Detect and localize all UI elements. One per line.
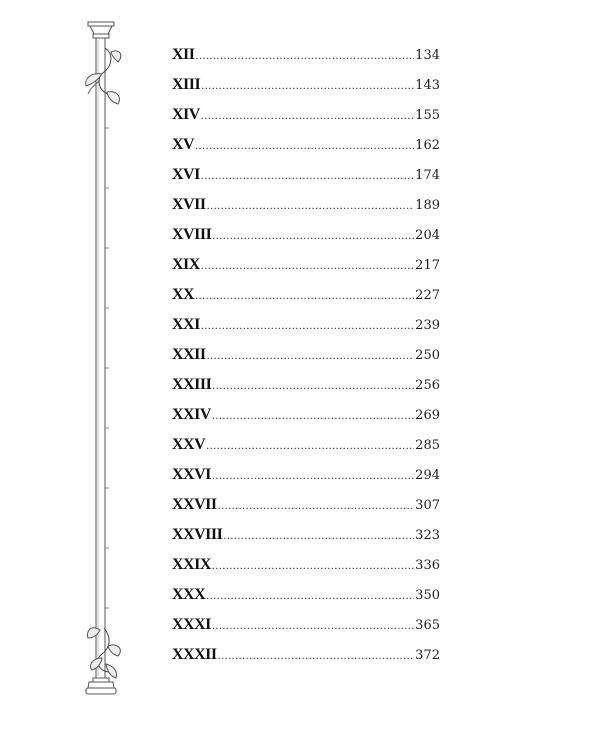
toc-entry[interactable] (172, 346, 440, 376)
vine-column-icon (78, 18, 134, 708)
dot-leader (218, 498, 415, 513)
chapter-number: XXII (172, 346, 206, 363)
dot-leader (195, 288, 414, 303)
dot-leader (212, 558, 414, 573)
chapter-number: XV (172, 136, 195, 153)
toc-entry[interactable] (172, 316, 440, 346)
page-number: 350 (415, 588, 440, 603)
page-number: 285 (415, 438, 440, 453)
chapter-number: XXIV (172, 406, 211, 423)
dot-leader (201, 258, 414, 273)
page-number: 204 (415, 228, 440, 243)
page-number: 336 (415, 558, 440, 573)
page-number: 189 (415, 198, 440, 213)
toc-entry[interactable] (172, 256, 440, 286)
page-number: 294 (415, 468, 440, 483)
chapter-number: XXVI (172, 466, 211, 483)
toc-entry[interactable] (172, 376, 440, 406)
toc-entry[interactable] (172, 436, 440, 466)
chapter-number: XII (172, 46, 195, 63)
dot-leader (201, 78, 414, 93)
chapter-number: XIV (172, 106, 200, 123)
toc-entry[interactable] (172, 166, 440, 196)
page-number: 227 (415, 288, 440, 303)
chapter-number: XXV (172, 436, 206, 453)
toc-entry[interactable] (172, 286, 440, 316)
page-number: 162 (415, 138, 440, 153)
dot-leader (207, 348, 415, 363)
chapter-number: XIX (172, 256, 200, 273)
chapter-number: XXX (172, 586, 206, 603)
page-number: 365 (415, 618, 440, 633)
chapter-number: XXIX (172, 556, 211, 573)
dot-leader (223, 528, 414, 543)
page-number: 323 (415, 528, 440, 543)
chapter-number: XXXI (172, 616, 211, 633)
page-number: 269 (415, 408, 440, 423)
chapter-number: XIII (172, 76, 201, 93)
toc-entry[interactable] (172, 46, 440, 76)
chapter-number: XXVIII (172, 526, 223, 543)
chapter-number: XVII (172, 196, 206, 213)
page-number: 134 (415, 48, 440, 63)
toc-entry[interactable] (172, 646, 440, 676)
page-number: 155 (415, 108, 440, 123)
chapter-number: XVIII (172, 226, 212, 243)
toc-entry[interactable] (172, 556, 440, 586)
dot-leader (212, 618, 414, 633)
toc-entry[interactable] (172, 616, 440, 646)
page-number: 217 (415, 258, 440, 273)
dot-leader (207, 198, 415, 213)
chapter-number: XX (172, 286, 195, 303)
toc-entry[interactable] (172, 466, 440, 496)
chapter-number: XVI (172, 166, 200, 183)
page-number: 174 (415, 168, 440, 183)
dot-leader (201, 108, 414, 123)
chapter-number: XXI (172, 316, 200, 333)
toc-entry[interactable] (172, 136, 440, 166)
toc-entry[interactable] (172, 106, 440, 136)
dot-leader (196, 48, 415, 63)
table-of-contents (172, 46, 440, 676)
dot-leader (212, 408, 414, 423)
dot-leader (195, 138, 414, 153)
page-number: 307 (415, 498, 440, 513)
chapter-number: XXIII (172, 376, 212, 393)
page-number: 256 (415, 378, 440, 393)
toc-entry[interactable] (172, 196, 440, 226)
dot-leader (212, 228, 414, 243)
page-number: 143 (415, 78, 440, 93)
chapter-number: XXVII (172, 496, 217, 513)
page-number: 250 (415, 348, 440, 363)
dot-leader (201, 318, 414, 333)
toc-entry[interactable] (172, 406, 440, 436)
toc-entry[interactable] (172, 526, 440, 556)
dot-leader (212, 378, 414, 393)
dot-leader (212, 468, 414, 483)
dot-leader (201, 168, 414, 183)
dot-leader (206, 588, 414, 603)
dot-leader (206, 438, 414, 453)
page-number: 239 (415, 318, 440, 333)
toc-entry[interactable] (172, 76, 440, 106)
dot-leader (218, 648, 415, 663)
toc-entry[interactable] (172, 226, 440, 256)
toc-entry[interactable] (172, 496, 440, 526)
toc-entry[interactable] (172, 586, 440, 616)
chapter-number: XXXII (172, 646, 217, 663)
page-number: 372 (415, 648, 440, 663)
